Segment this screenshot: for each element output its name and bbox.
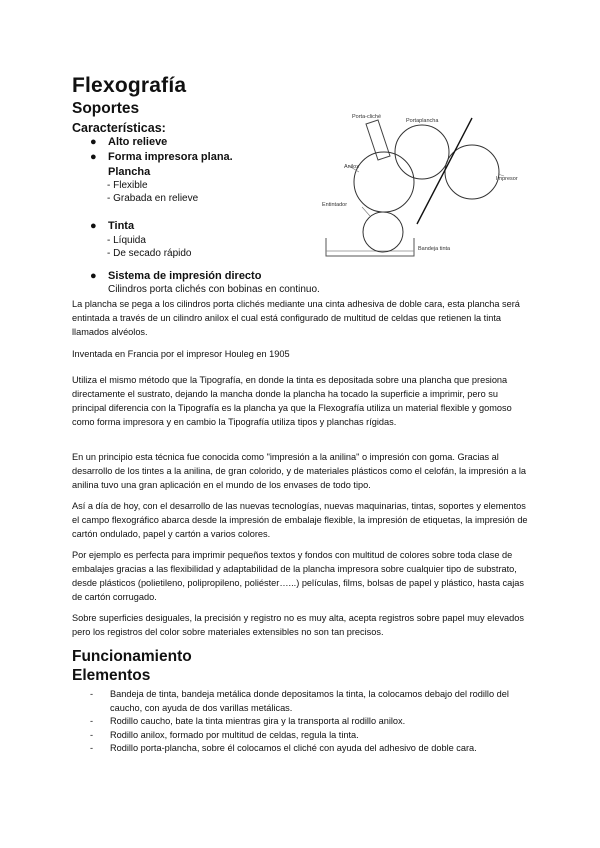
section-heading-soportes: Soportes [72,100,140,117]
dash-marker: - [90,743,94,753]
paragraph-inventada: Inventada en Francia por el impresor Houleg en 1905 [72,349,290,359]
paragraph-ejemplo: Por ejemplo es perfecta para imprimir pequeños textos y fondos con multitud de colores sobre toda clase de embalajes gracias a las flexibilidad y adaptabilidad de la plancha impresora sobre cualquier tipo de substrato, desde plásticos (polietileno, polipropileno, poliéster…...) películas, films, bolsas de papel y plástico, hasta cajas de cartón corrugado. [72,550,524,602]
bullet-label: Tinta [108,220,135,232]
list-item-text: Rodillo anilox, formado por multitud de celdas, regula la tinta. [110,730,359,740]
bullet-label: Sistema de impresión directo [108,270,262,282]
label-porta-cliche: Porta-cliché [352,114,382,120]
portaplancha-roller [395,125,449,179]
label-portaplancha: Portaplancha [406,118,439,124]
sub-item: - Líquida [107,235,146,246]
characteristics-heading: Características: [72,121,166,135]
entintador-roller [363,212,403,252]
paragraph-superficies: Sobre superficies desiguales, la precisión y registro no es muy alta, acepta registros sobre papel muy elevados pero los registros del color sobre materiales extensibles no son tan precisos. [72,613,524,637]
paragraph-metodo: Utiliza el mismo método que la Tipografía, en donde la tinta es depositada sobre una plancha que presiona directamente el sustrato, dejando la mancha donde la plancha ha tocado la superficie a imprimir, pero su principal diferencia con la Tipografía es la plancha ya que la Flexografía utiliza un material flexible y gomoso como forma impresora y en cambio la Tipografía utiliza tipos y planchas rígidas. [72,375,512,427]
bullet-marker: ● [90,136,97,148]
paragraph-anilina: En un principio esta técnica fue conocida como "impresión a la anilina" o impresión con goma. Gracias al desarrollo de los tintes a la anilina, de gran colorido, y de materiales plásticos como el celofán, la impresión a la anilina tuvo una gran aplicación en el mundo de los envases de todo tipo. [72,452,527,490]
elements-heading: Elementos [72,667,151,684]
dash-marker: - [90,689,94,699]
label-anilox: Anilox [344,164,359,170]
list-item-text: Rodillo caucho, bate la tinta mientras gira y la transporta al rodillo anilox. [110,716,406,726]
paragraph-hoy: Así a día de hoy, con el desarrollo de las nuevas tecnologías, nuevas maquinarias, tintas, soportes y elementos el campo flexográfico abarca desde la impresión de embalaje flexible, la impresión de etiquetas, la impresión de cartón ondulado, papel y cartón a varios colores. [72,501,528,539]
flexography-diagram [322,106,532,262]
bullet-note: Cilindros porta clichés con bobinas en continuo. [108,284,320,295]
sub-item: - De secado rápido [107,248,192,259]
dash-marker: - [90,716,94,726]
label-impresor: Impresor [496,176,518,182]
list-item-text: Bandeja de tinta, bandeja metálica donde depositamos la tinta, la colocamos debajo del rodillo del caucho, con ayuda de dos varillas metálicas. [110,689,509,713]
anilox-roller [354,152,414,212]
label-entintador: Entintador [322,202,348,208]
paragraph-plancha: La plancha se pega a los cilindros porta clichés mediante una cinta adhesiva de doble cara, esta plancha será entintada a través de un cilindro anilox el cual está configurado de multitud de celdas que retienen la tinta llamados alvéolos. [72,299,520,337]
label-bandeja: Bandeja tinta [418,246,451,252]
list-item-text: Rodillo porta-plancha, sobre él colocamos el cliché con ayuda del adhesivo de doble cara. [110,743,477,753]
section-heading-funcionamiento: Funcionamiento [72,648,192,665]
bullet-label: Forma impresora plana. Plancha [108,151,233,178]
sub-item: - Grabada en relieve [107,193,199,204]
substrate-web [417,118,472,224]
bullet-marker: ● [90,270,97,282]
document-title: Flexografía [72,74,187,97]
sub-item: - Flexible [107,180,148,191]
bullet-marker: ● [90,220,97,232]
dash-marker: - [90,730,94,740]
bullet-marker: ● [90,151,97,163]
bullet-label: Alto relieve [108,136,168,148]
porta-cliche-arm [366,120,390,160]
